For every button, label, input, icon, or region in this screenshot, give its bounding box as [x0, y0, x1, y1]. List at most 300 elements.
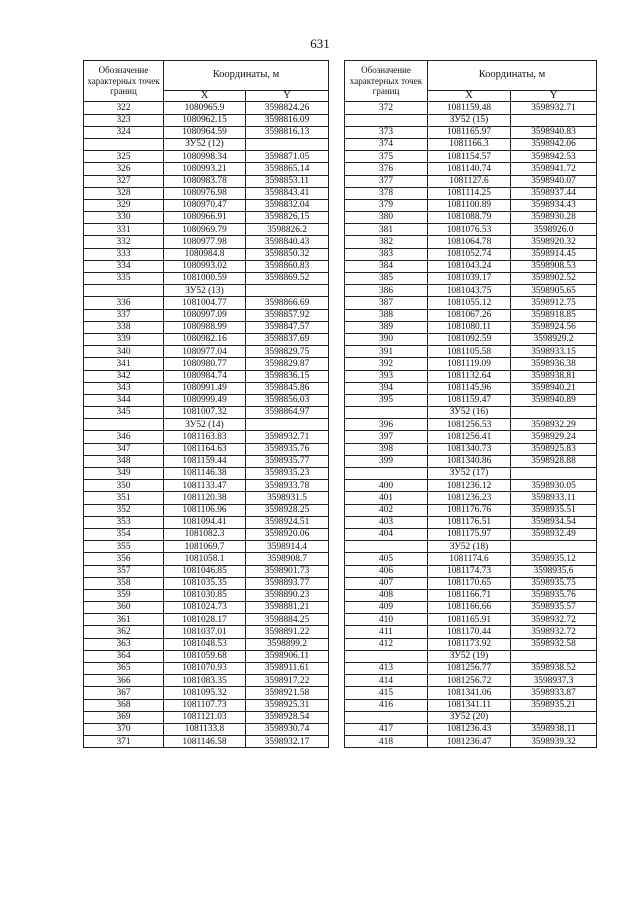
- point-number-cell: 380: [345, 212, 428, 224]
- x-coordinate-cell: 1081163.83: [164, 431, 246, 443]
- x-coordinate-cell: 1081173.92: [428, 638, 511, 650]
- x-coordinate-cell: 1080984.8: [164, 248, 246, 260]
- point-number-cell: 407: [345, 577, 428, 589]
- table-row: [84, 480, 329, 492]
- y-coordinate-cell: 3598921.58: [246, 687, 329, 699]
- x-coordinate-cell: 1080988.99: [164, 321, 246, 333]
- y-coordinate-cell: 3598905.65: [511, 285, 597, 297]
- x-coordinate-cell: 1081127.6: [428, 175, 511, 187]
- y-coordinate-cell: 3598934.54: [511, 516, 597, 528]
- y-coordinate-cell: 3598829.75: [246, 346, 329, 358]
- x-coordinate-cell: 1081170.44: [428, 626, 511, 638]
- table-row: [345, 528, 597, 540]
- point-number-cell: 371: [84, 736, 164, 748]
- x-coordinate-cell: 1081120.38: [164, 492, 246, 504]
- point-number-cell: 349: [84, 468, 164, 480]
- table-row: [84, 541, 329, 553]
- table-row: [345, 358, 597, 370]
- y-coordinate-cell: 3598937.3: [511, 675, 597, 687]
- point-number-cell: 390: [345, 333, 428, 345]
- table-row: [345, 589, 597, 601]
- point-number-cell: 335: [84, 273, 164, 285]
- point-number-cell: 328: [84, 187, 164, 199]
- y-coordinate-cell: 3598932.49: [511, 528, 597, 540]
- point-number-cell: 369: [84, 711, 164, 723]
- x-coordinate-cell: 1081159.44: [164, 455, 246, 467]
- point-number-cell: 329: [84, 199, 164, 211]
- point-number-cell: 337: [84, 309, 164, 321]
- y-coordinate-cell: 3598938.52: [511, 663, 597, 675]
- x-coordinate-cell: 1080997.09: [164, 309, 246, 321]
- y-coordinate-cell: 3598869.52: [246, 273, 329, 285]
- table-row: [345, 346, 597, 358]
- x-coordinate-cell: 1081133.8: [164, 723, 246, 735]
- point-number-cell: 359: [84, 589, 164, 601]
- section-row: [345, 407, 597, 419]
- table-row: [84, 699, 329, 711]
- point-number-cell: 366: [84, 675, 164, 687]
- point-number-cell: 405: [345, 553, 428, 565]
- y-coordinate-cell: [511, 114, 597, 126]
- point-number-cell: 357: [84, 565, 164, 577]
- table-row: [84, 260, 329, 272]
- table-row: [84, 663, 329, 675]
- x-coordinate-cell: 1081055.12: [428, 297, 511, 309]
- y-coordinate-cell: 3598918.85: [511, 309, 597, 321]
- parcel-label-cell: ЗУ52 (15): [428, 114, 511, 126]
- y-coordinate-cell: 3598940.07: [511, 175, 597, 187]
- y-coordinate-cell: 3598932.17: [246, 736, 329, 748]
- parcel-label-cell: ЗУ52 (14): [164, 419, 246, 431]
- table-row: [84, 273, 329, 285]
- point-number-cell: 404: [345, 528, 428, 540]
- table-row: [345, 102, 597, 114]
- page-number: 631: [310, 36, 330, 51]
- point-number-cell: 363: [84, 638, 164, 650]
- y-coordinate-cell: 3598932.71: [511, 102, 597, 114]
- point-number-cell: 327: [84, 175, 164, 187]
- y-coordinate-cell: 3598920.32: [511, 236, 597, 248]
- y-coordinate-cell: 3598930.74: [246, 723, 329, 735]
- table-row: [345, 553, 597, 565]
- y-coordinate-cell: 3598938.11: [511, 723, 597, 735]
- x-coordinate-cell: 1081174.73: [428, 565, 511, 577]
- x-coordinate-cell: 1081256.77: [428, 663, 511, 675]
- table-row: [345, 699, 597, 711]
- header-boundary-points: Обозначение характерных точек границ: [84, 61, 164, 102]
- x-coordinate-cell: 1081145.96: [428, 382, 511, 394]
- y-coordinate-cell: 3598853.11: [246, 175, 329, 187]
- table-row: [345, 394, 597, 406]
- table-row: [345, 675, 597, 687]
- y-coordinate-cell: 3598936.38: [511, 358, 597, 370]
- point-number-cell: 400: [345, 480, 428, 492]
- x-coordinate-cell: 1080993.02: [164, 260, 246, 272]
- y-coordinate-cell: [246, 285, 329, 297]
- y-coordinate-cell: 3598829.87: [246, 358, 329, 370]
- table-row: [345, 602, 597, 614]
- x-coordinate-cell: 1081340.86: [428, 455, 511, 467]
- y-coordinate-cell: [246, 419, 329, 431]
- x-coordinate-cell: 1081140.74: [428, 163, 511, 175]
- point-number-cell: [84, 419, 164, 431]
- x-coordinate-cell: 1080969.79: [164, 224, 246, 236]
- point-number-cell: 398: [345, 443, 428, 455]
- y-coordinate-cell: 3598864.97: [246, 407, 329, 419]
- table-row: [345, 138, 597, 150]
- y-coordinate-cell: 3598930.05: [511, 480, 597, 492]
- x-coordinate-cell: 1081340.73: [428, 443, 511, 455]
- point-number-cell: 418: [345, 736, 428, 748]
- table-row: [345, 492, 597, 504]
- y-coordinate-cell: 3598925.31: [246, 699, 329, 711]
- x-coordinate-cell: 1080983.78: [164, 175, 246, 187]
- table-row: [345, 382, 597, 394]
- y-coordinate-cell: 3598893.77: [246, 577, 329, 589]
- table-row: [84, 126, 329, 138]
- point-number-cell: 330: [84, 212, 164, 224]
- table-row: [84, 455, 329, 467]
- table-row: [345, 333, 597, 345]
- point-number-cell: 417: [345, 723, 428, 735]
- y-coordinate-cell: 3598932.72: [511, 614, 597, 626]
- point-number-cell: 354: [84, 528, 164, 540]
- point-number-cell: 348: [84, 455, 164, 467]
- x-coordinate-cell: 1080977.04: [164, 346, 246, 358]
- table-row: [345, 626, 597, 638]
- point-number-cell: 387: [345, 297, 428, 309]
- table-row: [345, 163, 597, 175]
- point-number-cell: 374: [345, 138, 428, 150]
- y-coordinate-cell: 3598924.56: [511, 321, 597, 333]
- point-number-cell: 334: [84, 260, 164, 272]
- x-coordinate-cell: 1081039.17: [428, 273, 511, 285]
- point-number-cell: [345, 711, 428, 723]
- y-coordinate-cell: 3598926.0: [511, 224, 597, 236]
- y-coordinate-cell: 3598917.22: [246, 675, 329, 687]
- y-coordinate-cell: 3598914.4: [246, 541, 329, 553]
- table-row: [345, 151, 597, 163]
- point-number-cell: 346: [84, 431, 164, 443]
- x-coordinate-cell: 1081256.41: [428, 431, 511, 443]
- y-coordinate-cell: 3598932.72: [511, 626, 597, 638]
- table-row: [345, 638, 597, 650]
- y-coordinate-cell: 3598866.69: [246, 297, 329, 309]
- y-coordinate-cell: 3598840.43: [246, 236, 329, 248]
- table-row: [84, 577, 329, 589]
- point-number-cell: 350: [84, 480, 164, 492]
- y-coordinate-cell: 3598884.25: [246, 614, 329, 626]
- table-row: [84, 589, 329, 601]
- y-coordinate-cell: 3598908.7: [246, 553, 329, 565]
- point-number-cell: 364: [84, 650, 164, 662]
- x-coordinate-cell: 1081105.58: [428, 346, 511, 358]
- table-row: [84, 333, 329, 345]
- table-row: [84, 346, 329, 358]
- table-row: [84, 382, 329, 394]
- table-row: [345, 212, 597, 224]
- x-coordinate-cell: 1081159.48: [428, 102, 511, 114]
- table-row: [345, 297, 597, 309]
- y-coordinate-cell: 3598928.25: [246, 504, 329, 516]
- point-number-cell: 355: [84, 541, 164, 553]
- table-row: [84, 236, 329, 248]
- point-number-cell: 362: [84, 626, 164, 638]
- x-coordinate-cell: 1080977.98: [164, 236, 246, 248]
- table-row: [84, 358, 329, 370]
- y-coordinate-cell: 3598843.41: [246, 187, 329, 199]
- table-row: [84, 431, 329, 443]
- y-coordinate-cell: 3598902.52: [511, 273, 597, 285]
- x-coordinate-cell: 1081100.89: [428, 199, 511, 211]
- point-number-cell: 415: [345, 687, 428, 699]
- y-coordinate-cell: 3598941.72: [511, 163, 597, 175]
- point-number-cell: [345, 468, 428, 480]
- point-number-cell: 394: [345, 382, 428, 394]
- x-coordinate-cell: 1081174.6: [428, 553, 511, 565]
- x-coordinate-cell: 1081030.85: [164, 589, 246, 601]
- point-number-cell: 392: [345, 358, 428, 370]
- point-number-cell: 397: [345, 431, 428, 443]
- y-coordinate-cell: 3598931.5: [246, 492, 329, 504]
- point-number-cell: 351: [84, 492, 164, 504]
- point-number-cell: 365: [84, 663, 164, 675]
- y-coordinate-cell: 3598935.57: [511, 602, 597, 614]
- table-row: [345, 663, 597, 675]
- parcel-label-cell: ЗУ52 (13): [164, 285, 246, 297]
- y-coordinate-cell: 3598890.23: [246, 589, 329, 601]
- point-number-cell: 326: [84, 163, 164, 175]
- table-row: [345, 431, 597, 443]
- point-number-cell: 353: [84, 516, 164, 528]
- y-coordinate-cell: 3598860.83: [246, 260, 329, 272]
- x-coordinate-cell: 1081114.25: [428, 187, 511, 199]
- parcel-label-cell: ЗУ52 (20): [428, 711, 511, 723]
- y-coordinate-cell: 3598881.21: [246, 602, 329, 614]
- x-coordinate-cell: 1081170.65: [428, 577, 511, 589]
- x-coordinate-cell: 1081028.17: [164, 614, 246, 626]
- table-row: [84, 602, 329, 614]
- x-coordinate-cell: 1081159.47: [428, 394, 511, 406]
- x-coordinate-cell: 1081119.09: [428, 358, 511, 370]
- x-coordinate-cell: 1080970.47: [164, 199, 246, 211]
- table-row: [345, 309, 597, 321]
- parcel-label-cell: ЗУ52 (19): [428, 650, 511, 662]
- x-coordinate-cell: 1080999.49: [164, 394, 246, 406]
- y-coordinate-cell: 3598942.53: [511, 151, 597, 163]
- y-coordinate-cell: 3598930.28: [511, 212, 597, 224]
- point-number-cell: 336: [84, 297, 164, 309]
- y-coordinate-cell: 3598891.22: [246, 626, 329, 638]
- point-number-cell: 373: [345, 126, 428, 138]
- y-coordinate-cell: 3598824.26: [246, 102, 329, 114]
- x-coordinate-cell: 1081037.01: [164, 626, 246, 638]
- point-number-cell: 370: [84, 723, 164, 735]
- x-coordinate-cell: 1081106.96: [164, 504, 246, 516]
- table-row: [345, 236, 597, 248]
- table-row: [345, 443, 597, 455]
- x-coordinate-cell: 1081043.75: [428, 285, 511, 297]
- y-coordinate-cell: 3598912.75: [511, 297, 597, 309]
- y-coordinate-cell: 3598871.05: [246, 151, 329, 163]
- table-row: [84, 370, 329, 382]
- point-number-cell: 331: [84, 224, 164, 236]
- point-number-cell: 368: [84, 699, 164, 711]
- table-row: [345, 687, 597, 699]
- x-coordinate-cell: 1080966.91: [164, 212, 246, 224]
- table-row: [345, 516, 597, 528]
- point-number-cell: 412: [345, 638, 428, 650]
- x-coordinate-cell: 1081146.58: [164, 736, 246, 748]
- x-coordinate-cell: 1081094.41: [164, 516, 246, 528]
- table-row: [345, 224, 597, 236]
- table-row: [345, 723, 597, 735]
- y-coordinate-cell: 3598928.54: [246, 711, 329, 723]
- x-coordinate-cell: 1080991.49: [164, 382, 246, 394]
- point-number-cell: 416: [345, 699, 428, 711]
- point-number-cell: 342: [84, 370, 164, 382]
- point-number-cell: [84, 285, 164, 297]
- y-coordinate-cell: 3598935.12: [511, 553, 597, 565]
- table-row: [84, 711, 329, 723]
- y-coordinate-cell: 3598899.2: [246, 638, 329, 650]
- x-coordinate-cell: 1081070.93: [164, 663, 246, 675]
- point-number-cell: 388: [345, 309, 428, 321]
- x-coordinate-cell: 1081046.85: [164, 565, 246, 577]
- y-coordinate-cell: 3598939.32: [511, 736, 597, 748]
- y-coordinate-cell: 3598929.24: [511, 431, 597, 443]
- table-row: [345, 736, 597, 748]
- y-coordinate-cell: 3598935.51: [511, 504, 597, 516]
- y-coordinate-cell: 3598826.2: [246, 224, 329, 236]
- point-number-cell: 396: [345, 419, 428, 431]
- x-coordinate-cell: 1081004.77: [164, 297, 246, 309]
- y-coordinate-cell: 3598934.43: [511, 199, 597, 211]
- y-coordinate-cell: 3598935.76: [246, 443, 329, 455]
- section-row: [345, 711, 597, 723]
- y-coordinate-cell: 3598826.15: [246, 212, 329, 224]
- point-number-cell: 389: [345, 321, 428, 333]
- point-number-cell: 361: [84, 614, 164, 626]
- point-number-cell: 403: [345, 516, 428, 528]
- y-coordinate-cell: 3598850.32: [246, 248, 329, 260]
- y-coordinate-cell: 3598925.83: [511, 443, 597, 455]
- point-number-cell: 324: [84, 126, 164, 138]
- point-number-cell: 401: [345, 492, 428, 504]
- x-coordinate-cell: 1081083.35: [164, 675, 246, 687]
- y-coordinate-cell: 3598935.21: [511, 699, 597, 711]
- parcel-label-cell: ЗУ52 (18): [428, 541, 511, 553]
- point-number-cell: 393: [345, 370, 428, 382]
- y-coordinate-cell: 3598914.45: [511, 248, 597, 260]
- y-coordinate-cell: 3598929.2: [511, 333, 597, 345]
- x-coordinate-cell: 1081048.53: [164, 638, 246, 650]
- table-row: [84, 175, 329, 187]
- table-row: [84, 614, 329, 626]
- point-number-cell: [345, 650, 428, 662]
- table-row: [345, 480, 597, 492]
- section-row: [345, 650, 597, 662]
- header-x: X: [428, 91, 511, 102]
- point-number-cell: 344: [84, 394, 164, 406]
- table-row: [84, 492, 329, 504]
- x-coordinate-cell: 1081000.59: [164, 273, 246, 285]
- y-coordinate-cell: 3598933.78: [246, 480, 329, 492]
- point-number-cell: 345: [84, 407, 164, 419]
- point-number-cell: [345, 114, 428, 126]
- table-row: [345, 321, 597, 333]
- point-number-cell: 377: [345, 175, 428, 187]
- x-coordinate-cell: 1081176.76: [428, 504, 511, 516]
- y-coordinate-cell: 3598836.15: [246, 370, 329, 382]
- x-coordinate-cell: 1081256.72: [428, 675, 511, 687]
- section-row: [345, 541, 597, 553]
- x-coordinate-cell: 1081069.7: [164, 541, 246, 553]
- point-number-cell: 384: [345, 260, 428, 272]
- parcel-label-cell: ЗУ52 (16): [428, 407, 511, 419]
- point-number-cell: 408: [345, 589, 428, 601]
- point-number-cell: 413: [345, 663, 428, 675]
- x-coordinate-cell: 1081052.74: [428, 248, 511, 260]
- table-row: [84, 163, 329, 175]
- table-row: [84, 736, 329, 748]
- x-coordinate-cell: 1081064.78: [428, 236, 511, 248]
- point-number-cell: 339: [84, 333, 164, 345]
- x-coordinate-cell: 1081341.11: [428, 699, 511, 711]
- parcel-label-cell: ЗУ52 (12): [164, 138, 246, 150]
- table-row: [84, 102, 329, 114]
- x-coordinate-cell: 1081166.71: [428, 589, 511, 601]
- point-number-cell: 367: [84, 687, 164, 699]
- y-coordinate-cell: 3598847.57: [246, 321, 329, 333]
- y-coordinate-cell: 3598938.81: [511, 370, 597, 382]
- point-number-cell: 411: [345, 626, 428, 638]
- y-coordinate-cell: 3598933.11: [511, 492, 597, 504]
- table-row: [84, 723, 329, 735]
- section-row: [345, 114, 597, 126]
- table-row: [84, 394, 329, 406]
- x-coordinate-cell: 1080962.15: [164, 114, 246, 126]
- section-row: [84, 285, 329, 297]
- table-body-left: [84, 102, 329, 748]
- point-number-cell: 391: [345, 346, 428, 358]
- x-coordinate-cell: 1080984.74: [164, 370, 246, 382]
- point-number-cell: 340: [84, 346, 164, 358]
- y-coordinate-cell: 3598924.51: [246, 516, 329, 528]
- x-coordinate-cell: 1080964.59: [164, 126, 246, 138]
- x-coordinate-cell: 1081067.26: [428, 309, 511, 321]
- table-row: [345, 614, 597, 626]
- table-row: [345, 248, 597, 260]
- x-coordinate-cell: 1081058.1: [164, 553, 246, 565]
- table-row: [345, 175, 597, 187]
- table-row: [345, 370, 597, 382]
- y-coordinate-cell: 3598901.73: [246, 565, 329, 577]
- table-row: [345, 273, 597, 285]
- table-row: [84, 516, 329, 528]
- table-row: [84, 297, 329, 309]
- x-coordinate-cell: 1081076.53: [428, 224, 511, 236]
- y-coordinate-cell: 3598911.61: [246, 663, 329, 675]
- x-coordinate-cell: 1081095.32: [164, 687, 246, 699]
- x-coordinate-cell: 1081236.47: [428, 736, 511, 748]
- table-row: [84, 626, 329, 638]
- y-coordinate-cell: 3598837.69: [246, 333, 329, 345]
- point-number-cell: [84, 138, 164, 150]
- y-coordinate-cell: 3598856.03: [246, 394, 329, 406]
- point-number-cell: 381: [345, 224, 428, 236]
- point-number-cell: 332: [84, 236, 164, 248]
